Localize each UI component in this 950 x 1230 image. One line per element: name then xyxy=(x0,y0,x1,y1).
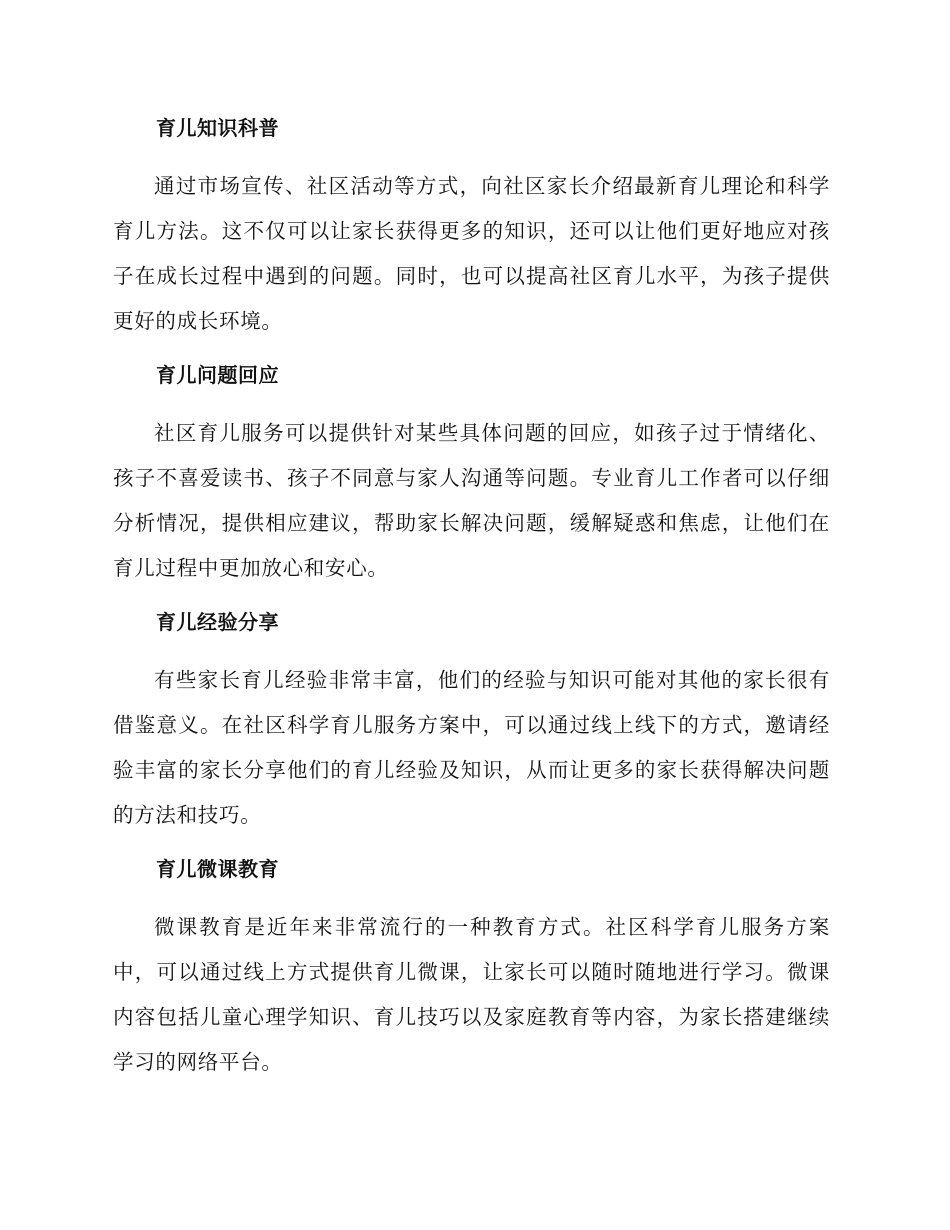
section-heading: 育儿微课教育 xyxy=(156,857,279,881)
section-knowledge-science xyxy=(113,112,830,344)
section-micro-course xyxy=(113,853,830,1085)
section-experience-sharing xyxy=(113,606,830,838)
section-heading: 育儿经验分享 xyxy=(156,610,279,634)
section-paragraph: 微课教育是近年来非常流行的一种教育方式。社区科学育儿服务方案中，可以通过线上方式提供育儿微课，让家长可以随时随地进行学习。微课内容包括儿童心理学知识、育儿技巧以及家庭教育等内容，为家长搭建继续学习的网络平台。 xyxy=(113,915,830,1074)
section-heading: 育儿知识科普 xyxy=(156,116,279,140)
section-paragraph: 社区育儿服务可以提供针对某些具体问题的回应，如孩子过于情绪化、孩子不喜爱读书、孩子不同意与家人沟通等问题。专业育儿工作者可以仔细分析情况，提供相应建议，帮助家长解决问题，缓解疑惑和焦虑，让他们在育儿过程中更加放心和安心。 xyxy=(113,421,830,580)
section-heading: 育儿问题回应 xyxy=(156,363,279,387)
section-paragraph: 有些家长育儿经验非常丰富，他们的经验与知识可能对其他的家长很有借鉴意义。在社区科学育儿服务方案中，可以通过线上线下的方式，邀请经验丰富的家长分享他们的育儿经验及知识，从而让更多的家长获得解决问题的方法和技巧。 xyxy=(113,668,830,827)
document-body xyxy=(113,112,830,1100)
section-paragraph: 通过市场宣传、社区活动等方式，向社区家长介绍最新育儿理论和科学育儿方法。这不仅可以让家长获得更多的知识，还可以让他们更好地应对孩子在成长过程中遇到的问题。同时，也可以提高社区育儿水平，为孩子提供更好的成长环境。 xyxy=(113,174,830,333)
section-problem-response xyxy=(113,359,830,591)
